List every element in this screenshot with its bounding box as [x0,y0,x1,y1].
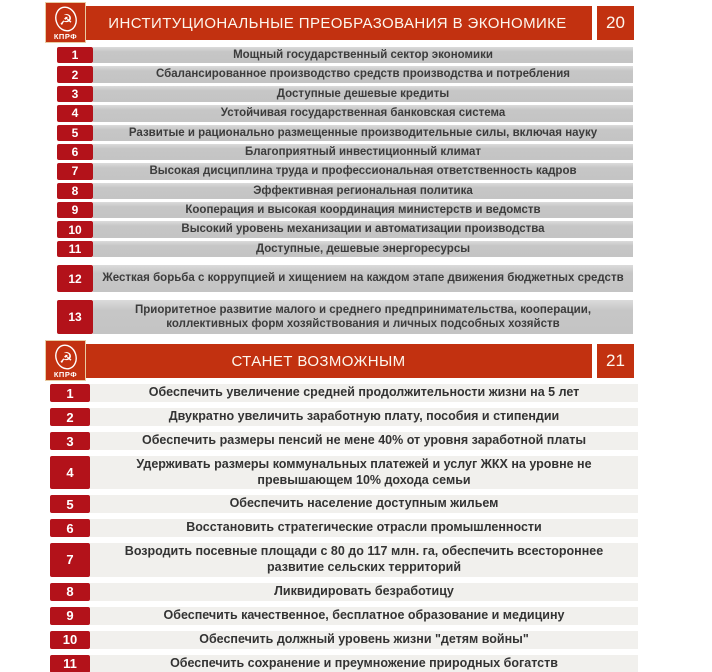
item-text: Удерживать размеры коммунальных платежей и услуг ЖКХ на уровне не превышающем 10% дохода семьи [90,456,638,489]
page-number: 21 [597,344,634,378]
item-text: Высокая дисциплина труда и профессиональная ответственность кадров [93,163,633,179]
list-item [57,125,633,141]
item-text: Обеспечить размеры пенсий не мене 40% от уровня заработной платы [90,432,638,450]
list-item [50,607,638,625]
item-text: Восстановить стратегические отрасли промышленности [90,519,638,537]
item-text: Возродить посевные площади с 80 до 117 млн. га, обеспечить всестороннее развитие сельских территорий [90,543,638,576]
item-number-badge: 11 [50,655,90,672]
list-item [57,144,633,160]
item-text: Обеспечить качественное, бесплатное образование и медицину [90,607,638,625]
kprf-logo-label: КПРФ [53,32,78,41]
page-number: 20 [597,6,634,40]
item-number-badge: 10 [50,631,90,649]
item-text: Устойчивая государственная банковская система [93,105,633,121]
item-number-badge: 2 [50,408,90,426]
list-item [50,631,638,649]
item-number-badge: 8 [50,583,90,601]
list-item [50,655,638,672]
list-item [57,163,633,179]
item-text: Обеспечить должный уровень жизни "детям войны" [90,631,638,649]
item-number-badge: 2 [57,66,93,82]
slide-header [45,338,712,378]
item-number-badge: 6 [57,144,93,160]
list-item [50,583,638,601]
item-number-badge: 5 [50,495,90,513]
item-text: Высокий уровень механизации и автоматизации производства [93,221,633,237]
list-item [57,221,633,237]
item-text: Двукратно увеличить заработную плату, пособия и стипендии [90,408,638,426]
item-number-badge: 1 [50,384,90,402]
item-text: Жесткая борьба с коррупцией и хищением на каждом этапе движения бюджетных средств [93,265,633,292]
svg-text:☭: ☭ [59,349,73,367]
svg-text:☭: ☭ [59,11,73,29]
item-list [50,384,638,672]
item-number-badge: 9 [57,202,93,218]
item-text: Ликвидировать безработицу [90,583,638,601]
kprf-logo [45,2,86,43]
item-number-badge: 12 [57,265,93,292]
item-number-badge: 7 [57,163,93,179]
list-item [57,66,633,82]
item-text: Доступные, дешевые энергоресурсы [93,241,633,257]
item-number-badge: 8 [57,183,93,199]
item-text: Мощный государственный сектор экономики [93,47,633,63]
item-text: Эффективная региональная политика [93,183,633,199]
item-text: Приоритетное развитие малого и среднего предпринимательства, кооперации, коллективных форм хозяйствования и личных подсобных хозяйств [93,300,633,334]
item-number-badge: 5 [57,125,93,141]
list-item [50,456,638,489]
item-text: Обеспечить сохранение и преумножение природных богатств [90,655,638,672]
kprf-logo [45,340,86,381]
slide-21 [0,338,712,672]
slide-title: ИНСТИТУЦИОНАЛЬНЫЕ ПРЕОБРАЗОВАНИЯ В ЭКОНОМИКЕ [108,14,567,32]
item-number-badge: 4 [57,105,93,121]
title-banner [45,6,592,40]
item-text: Кооперация и высокая координация министерств и ведомств [93,202,633,218]
item-number-badge: 7 [50,543,90,576]
list-item [57,105,633,121]
list-item [57,47,633,63]
item-number-badge: 11 [57,241,93,257]
list-item [57,265,633,292]
item-number-badge: 6 [50,519,90,537]
item-number-badge: 3 [57,86,93,102]
item-number-badge: 13 [57,300,93,334]
item-text: Сбалансированное производство средств производства и потребления [93,66,633,82]
hammer-and-sickle-icon [51,343,81,373]
list-item [50,384,638,402]
item-number-badge: 10 [57,221,93,237]
item-number-badge: 1 [57,47,93,63]
item-number-badge: 4 [50,456,90,489]
list-item [50,519,638,537]
item-number-badge: 3 [50,432,90,450]
item-text: Благоприятный инвестиционный климат [93,144,633,160]
list-item [50,543,638,576]
item-list [57,47,633,334]
list-item [50,495,638,513]
kprf-logo-label: КПРФ [53,370,78,379]
slide-title: СТАНЕТ ВОЗМОЖНЫМ [231,352,406,370]
list-item [57,241,633,257]
list-item [57,300,633,334]
list-item [57,183,633,199]
list-item [50,408,638,426]
item-text: Обеспечить население доступным жильем [90,495,638,513]
slide-20 [0,0,712,334]
title-banner [45,344,592,378]
slide-header [45,0,712,40]
list-item [50,432,638,450]
item-text: Доступные дешевые кредиты [93,86,633,102]
hammer-and-sickle-icon [51,5,81,35]
item-text: Развитые и рационально размещенные производительные силы, включая науку [93,125,633,141]
list-item [57,202,633,218]
item-text: Обеспечить увеличение средней продолжительности жизни на 5 лет [90,384,638,402]
item-number-badge: 9 [50,607,90,625]
list-item [57,86,633,102]
